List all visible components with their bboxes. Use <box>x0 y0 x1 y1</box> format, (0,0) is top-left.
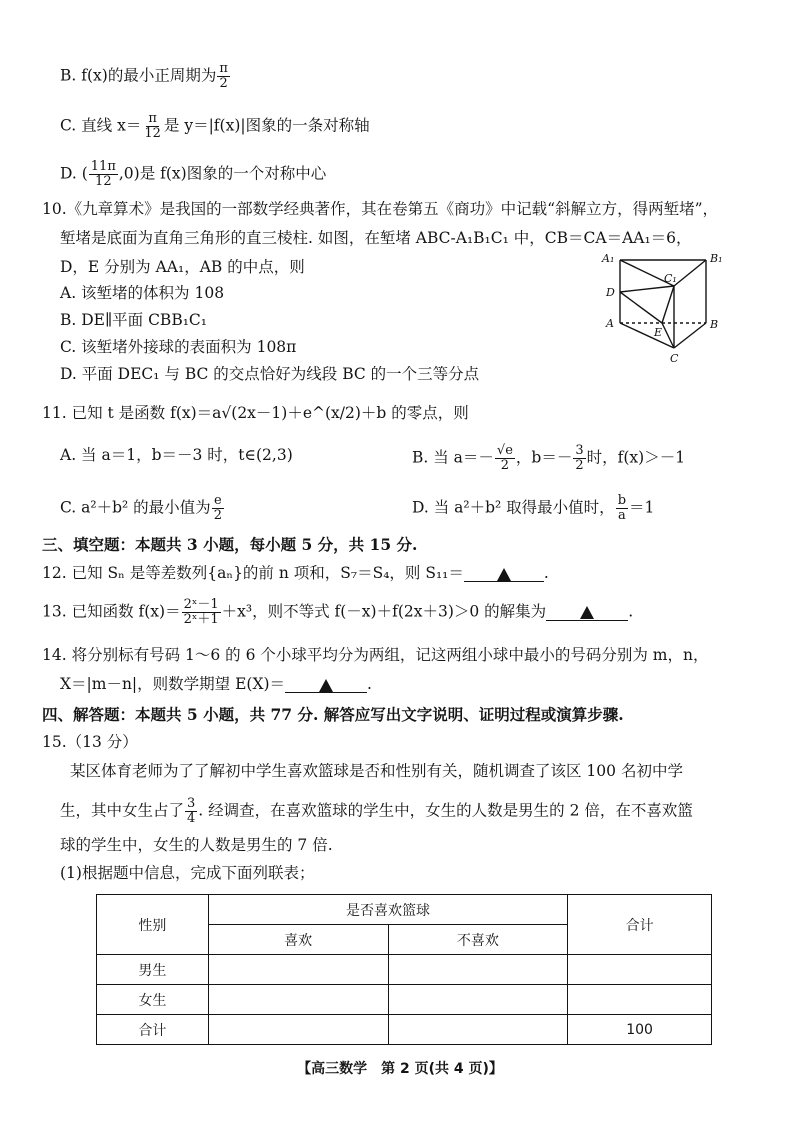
q15-line2: 生，其中女生占了 $\frac{3}{4}$ . 经调查，在喜欢篮球的学生中，女生的人数是男生的 2 倍，在不喜欢篮 <box>60 796 693 826</box>
fraction: $\frac{\pi}{2}$ <box>219 61 228 91</box>
fraction: $\frac{\pi}{12}$ <box>144 111 161 141</box>
table-row <box>97 1015 712 1045</box>
q10-option-a: A. 该堑堵的体积为 108 <box>60 284 225 302</box>
cell-grand-total: 100 <box>568 1015 712 1045</box>
page-footer: 【高三数学 第 2 页(共 4 页)】 <box>297 1061 503 1077</box>
row-label-total: 合计 <box>97 1015 209 1045</box>
triangle-icon <box>497 568 511 581</box>
q11-option-d: D. 当 a²＋b² 取得最小值时， $\frac{b}{a}$ ＝1 <box>412 493 655 523</box>
fraction: $\frac{3}{2}$ <box>575 443 584 473</box>
q15-heading: 15.（13 分） <box>42 733 138 751</box>
label-b: B <box>710 318 719 331</box>
fraction: $\frac{b}{a}$ <box>617 493 627 523</box>
fraction: $\frac{11\pi}{12}$ <box>90 159 116 189</box>
q15-line1: 某区体育老师为了了解初中学生喜欢篮球是否和性别有关，随机调查了该区 100 名初中学 <box>70 762 683 780</box>
label-c1: C₁ <box>664 272 677 285</box>
fraction: $\frac{\text{2ˣ－1}}{\text{2ˣ＋1}}$ <box>183 597 219 627</box>
table-row <box>97 985 712 1015</box>
cell-total-dislike[interactable] <box>388 1015 568 1045</box>
q13-answer-blank[interactable] <box>546 604 628 621</box>
label-b1: B₁ <box>710 252 723 265</box>
section-4-heading: 四、解答题：本题共 5 小题，共 77 分. 解答应写出文字说明、证明过程或演算步骤. <box>42 705 624 724</box>
cell-male-like[interactable] <box>208 955 388 985</box>
label-a1: A₁ <box>602 252 615 265</box>
q11-stem: 11. 已知 t 是函数 f(x)＝a√(2x－1)＋e^(x/2)＋b 的零点，则 <box>42 404 469 422</box>
q11-option-b: B. 当 a＝－ $\frac{√e}{2}$ ，b＝－ $\frac{3}{2}$ 时，f(x)＞－1 <box>412 443 686 473</box>
q12: 12. 已知 Sₙ 是等差数列{aₙ}的前 n 项和，S₇＝S₄，则 S₁₁＝ . <box>42 564 549 582</box>
cell-total-like[interactable] <box>208 1015 388 1045</box>
q10-stem-line2: 堑堵是底面为直角三角形的直三棱柱. 如图，在堑堵 ABC-A₁B₁C₁ 中，CB＝CA＝AA₁＝6， <box>60 229 692 247</box>
fraction: $\frac{e}{2}$ <box>213 493 222 523</box>
header-like: 喜欢 <box>208 925 388 955</box>
header-like-group: 是否喜欢篮球 <box>208 895 567 925</box>
contingency-table <box>96 894 712 1045</box>
q15-line3: 球的学生中，女生的人数是男生的 7 倍. <box>60 836 333 854</box>
cell-male-dislike[interactable] <box>388 955 568 985</box>
header-total: 合计 <box>568 895 712 955</box>
q9-option-b: B. f(x)的最小正周期为 $\frac{\pi}{2}$ <box>60 61 228 91</box>
q11-option-c: C. a²＋b² 的最小值为 $\frac{e}{2}$ <box>60 493 222 523</box>
q9-option-c: C. 直线 x＝ $\frac{\pi}{12}$ 是 y＝|f(x)|图象的一条对称轴 <box>60 111 370 141</box>
q10-stem-line1: 10.《九章算术》是我国的一部数学经典著作，其在卷第五《商功》中记载“斜解立方，得两堑堵”， <box>42 200 719 218</box>
table-row <box>97 955 712 985</box>
q10-option-d: D. 平面 DEC₁ 与 BC 的交点恰好为线段 BC 的一个三等分点 <box>60 365 480 383</box>
label-a: A <box>606 317 614 330</box>
triangle-icon <box>580 606 594 619</box>
q11-option-a: A. 当 a＝1，b＝－3 时，t∈(2,3) <box>60 446 293 464</box>
prism-figure <box>596 248 732 366</box>
q15-part1: (1)根据题中信息，完成下面列联表； <box>60 864 315 882</box>
section-3-heading: 三、填空题：本题共 3 小题，每小题 5 分，共 15 分. <box>42 535 418 554</box>
cell-female-like[interactable] <box>208 985 388 1015</box>
label-c: C <box>670 352 679 365</box>
q14-line2: X＝|m－n|，则数学期望 E(X)＝ . <box>60 675 372 693</box>
label-d: D <box>606 286 615 299</box>
q14-answer-blank[interactable] <box>285 676 367 693</box>
cell-female-dislike[interactable] <box>388 985 568 1015</box>
q10-stem-line3: D，E 分别为 AA₁，AB 的中点，则 <box>60 258 305 276</box>
label-e: E <box>654 326 663 339</box>
row-label-female: 女生 <box>97 985 209 1015</box>
q10-option-c: C. 该堑堵外接球的表面积为 108π <box>60 338 297 356</box>
triangle-icon <box>319 679 333 692</box>
q13: 13. 已知函数 f(x)＝ $\frac{\text{2ˣ－1}}{\text{2ˣ＋1}}$ ＋x³，则不等式 f(－x)＋f(2x＋3)＞0 的解集为 . <box>42 597 634 627</box>
q9-option-d: D. ( $\frac{11\pi}{12}$ ,0)是 f(x)图象的一个对称中心 <box>60 159 327 189</box>
cell-female-total[interactable] <box>568 985 712 1015</box>
q10-option-b: B. DE∥平面 CBB₁C₁ <box>60 311 208 329</box>
q14-line1: 14. 将分别标有号码 1～6 的 6 个小球平均分为两组，记这两组小球中最小的号码分别为 m，n， <box>42 646 709 664</box>
fraction: $\frac{3}{4}$ <box>187 796 196 826</box>
row-label-male: 男生 <box>97 955 209 985</box>
header-gender: 性别 <box>97 895 209 955</box>
cell-male-total[interactable] <box>568 955 712 985</box>
q12-answer-blank[interactable] <box>464 565 544 582</box>
fraction: $\frac{√e}{2}$ <box>496 443 513 473</box>
header-dislike: 不喜欢 <box>388 925 568 955</box>
